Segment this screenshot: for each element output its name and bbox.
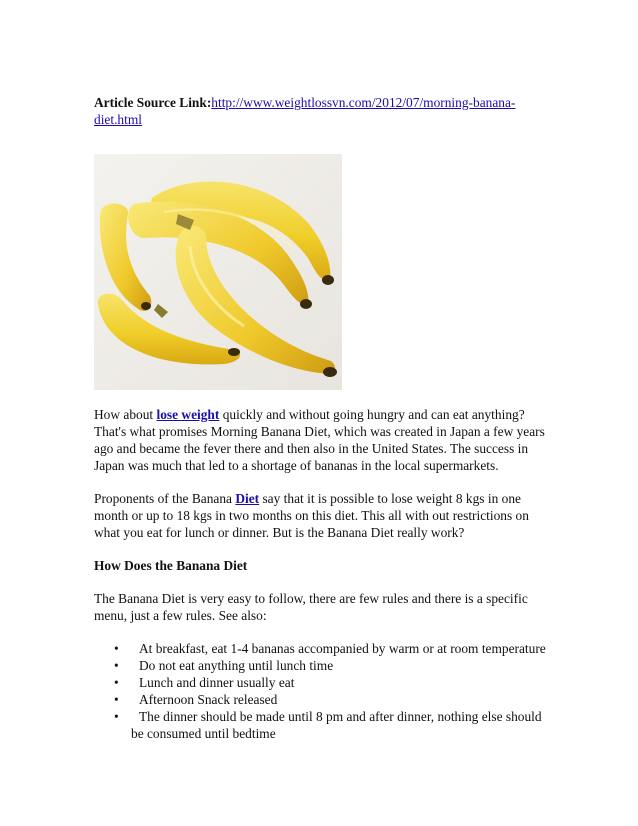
diet-link[interactable]: Diet <box>235 491 260 506</box>
source-label: Article Source Link: <box>94 95 212 110</box>
bullet-icon: • <box>114 692 119 707</box>
list-item: • Afternoon Snack released <box>114 692 278 707</box>
bullet-icon: • <box>114 675 119 690</box>
intro-text-after: quickly and without going hungry and can eat anything? That's what promises Morning Banana Diet, which was created in Japan a few years ago and became the fever there and then also in the United States. The success in Japan was much that led to a shortage of bananas in the local supermarkets. <box>94 407 545 473</box>
article-body <box>94 94 556 742</box>
section-heading: How Does the Banana Diet <box>94 558 248 573</box>
bullet-icon: • <box>114 641 119 656</box>
source-line <box>94 94 556 128</box>
list-item: • Do not eat anything until lunch time <box>114 658 334 673</box>
proponents-paragraph <box>94 490 556 541</box>
list-item: • At breakfast, eat 1-4 bananas accompanied by warm or at room temperature <box>114 641 546 656</box>
intro-paragraph <box>94 406 556 474</box>
list-item: • The dinner should be made until 8 pm and after dinner, nothing else should be consumed until bedtime <box>114 709 542 741</box>
intro-text-before: How about <box>94 407 157 422</box>
bullet-icon: • <box>114 658 119 673</box>
rules-intro: The Banana Diet is very easy to follow, there are few rules and there is a specific menu, just a few rules. See also: <box>94 591 528 623</box>
source-link[interactable]: http://www.weightlossvn.com/2012/07/morning-banana-diet.html <box>94 95 516 127</box>
proponents-text-before: Proponents of the Banana <box>94 491 236 506</box>
proponents-text-after: say that it is possible to lose weight 8 kgs in one month or up to 18 kgs in two months on this diet. This all with out restrictions on what you eat for lunch or dinner. But is the Banana Diet really work? <box>94 491 529 540</box>
bananas-photo <box>94 154 342 390</box>
list-item: • Lunch and dinner usually eat <box>114 675 295 690</box>
lose-weight-link[interactable]: lose weight <box>156 407 220 422</box>
bullet-icon: • <box>114 709 119 724</box>
rules-list <box>94 640 556 742</box>
